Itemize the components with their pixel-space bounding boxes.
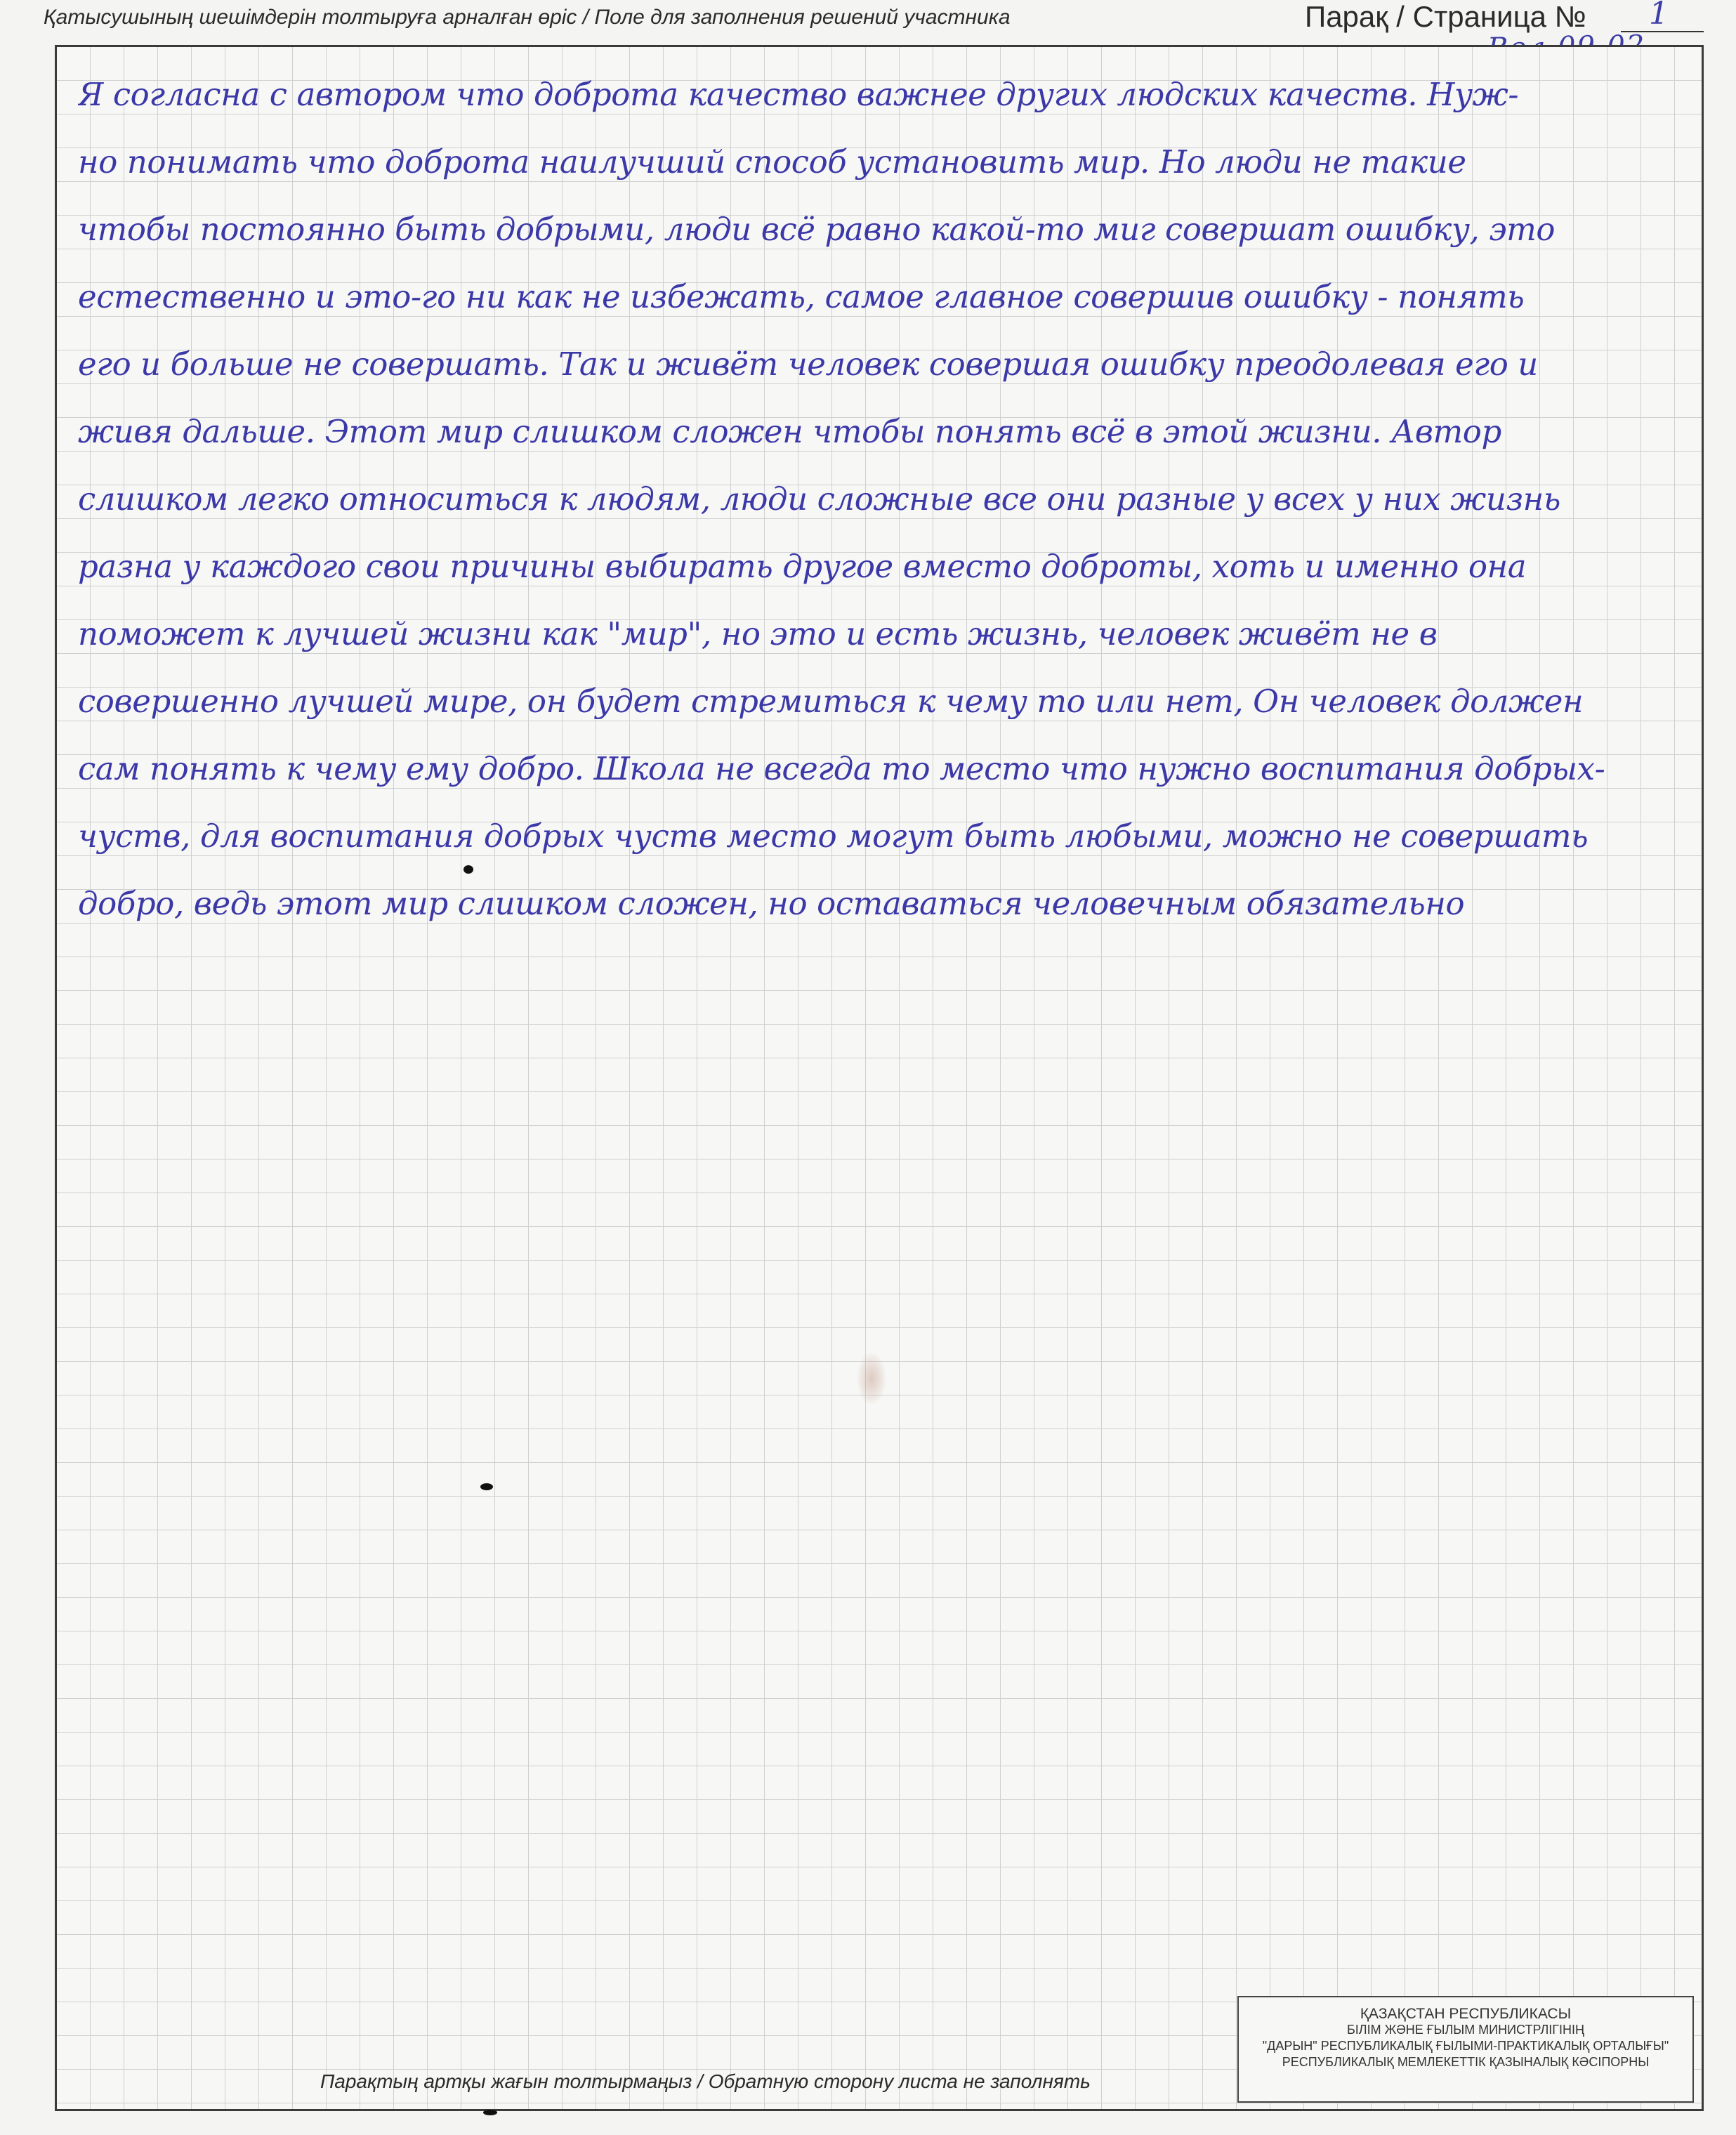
stamp-line: РЕСПУБЛИКАЛЫҚ МЕМЛЕКЕТТІК ҚАЗЫНАЛЫҚ КӘСІПОРНЫ <box>1282 2055 1650 2069</box>
field-caption: Қатысушының шешімдерін толтыруға арналған өріс / Поле для заполнения решений участника <box>44 6 1011 29</box>
essay-line: чуств, для воспитания добрых чуств место могут быть любыми, можно не совершать <box>78 817 1589 855</box>
page-number: 1 <box>1649 0 1669 32</box>
essay-line: совершенно лучшей мире, он будет стремиться к чему то или нет, Он человек должен <box>78 683 1584 720</box>
essay-text <box>78 61 1693 938</box>
essay-line: живя дальше. Этот мир слишком сложен чтобы понять всё в этой жизни. Автор <box>78 413 1501 450</box>
essay-line: естественно и это-го ни как не избежать, самое главное совершив ошибку - понять <box>78 278 1525 315</box>
essay-line: но понимать что доброта наилучший способ установить мир. Но люди не такие <box>78 143 1466 180</box>
stamp-line: "ДАРЫН" РЕСПУБЛИКАЛЫҚ ҒЫЛЫМИ-ПРАКТИКАЛЫҚ ОРТАЛЫҒЫ" <box>1262 2039 1669 2053</box>
organization-stamp <box>1237 1996 1694 2103</box>
stamp-line: БІЛІМ ЖӘНЕ ҒЫЛЫМ МИНИСТРЛІГІНІҢ <box>1346 2023 1585 2037</box>
ink-dot <box>483 2110 497 2115</box>
ink-dot <box>480 1483 493 1490</box>
answer-field <box>55 45 1704 2111</box>
header-bar <box>0 0 1736 45</box>
essay-line: чтобы постоянно быть добрыми, люди всё равно какой-то миг совершат ошибку, это <box>78 211 1556 248</box>
footer-note: Парақтың артқы жағын толтырмаңыз / Обратную сторону листа не заполнять <box>320 2070 1091 2092</box>
essay-line: добро, ведь этот мир слишком сложен, но оставаться человечным обязательно <box>78 885 1465 922</box>
essay-line: слишком легко относиться к людям, люди сложные все они разные у всех у них жизнь <box>78 480 1560 518</box>
ink-dot <box>463 865 473 874</box>
essay-line: его и больше не совершать. Так и живёт человек совершая ошибку преодолевая его и <box>78 346 1538 383</box>
stamp-line: ҚАЗАҚСТАН РЕСПУБЛИКАСЫ <box>1360 2006 1572 2022</box>
essay-line: Я согласна с автором что доброта качество важнее других людских качеств. Нуж- <box>78 76 1519 113</box>
paper-smudge <box>857 1353 886 1404</box>
essay-line: поможет к лучшей жизни как "мир", но это и есть жизнь, человек живёт не в <box>78 615 1438 652</box>
essay-line: сам понять к чему ему добро. Школа не всегда то место что нужно воспитания добрых- <box>78 750 1605 787</box>
page-number-label: Парақ / Страница № <box>1305 0 1586 33</box>
essay-line: разна у каждого свои причины выбирать другое вместо доброты, хоть и именно она <box>78 548 1527 585</box>
